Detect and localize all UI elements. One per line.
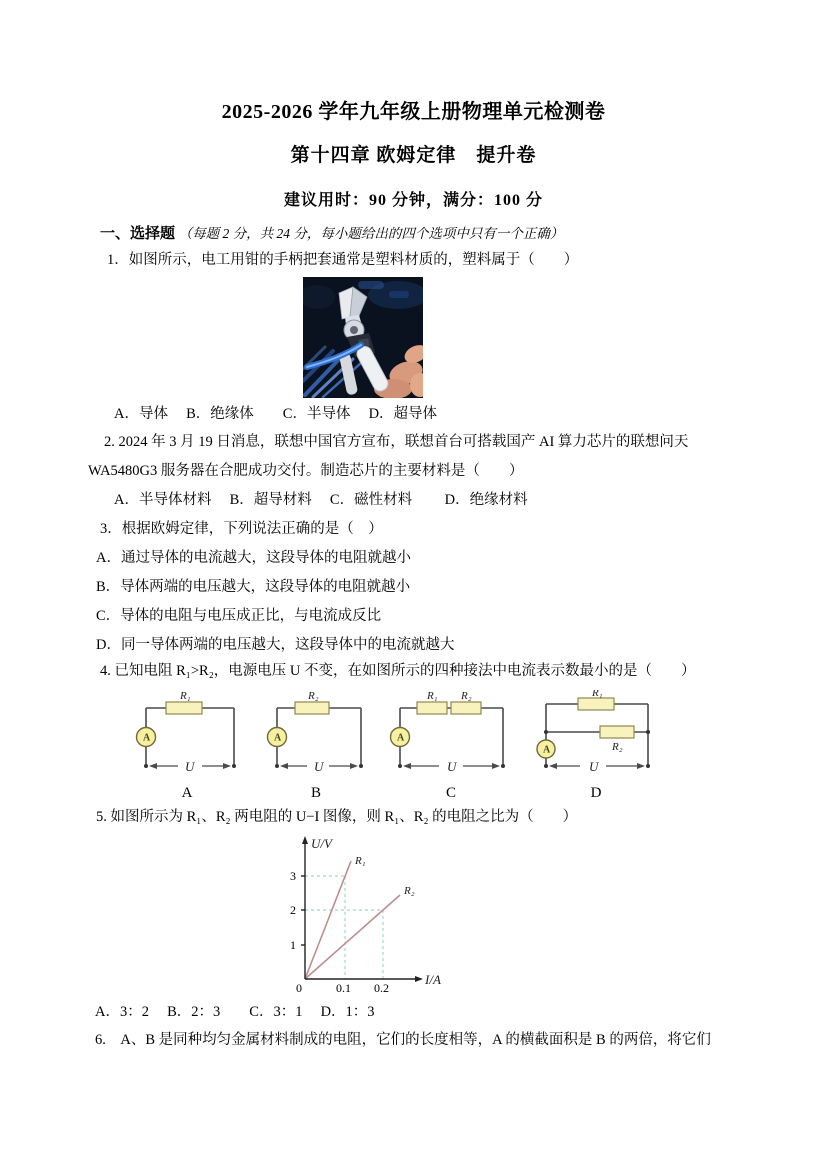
origin-label: 0 (296, 981, 302, 995)
question-3-option-d: D．同一导体两端的电压越大，这段导体中的电流就越大 (96, 637, 455, 653)
y-tick-3: 3 (290, 869, 296, 883)
circuit-option-d (530, 690, 662, 802)
series-2-label: R₂ (404, 885, 415, 897)
question-3-option-c: C．导体的电阻与电压成正比，与电流成反比 (96, 608, 382, 624)
y-axis-label: U/V (311, 836, 332, 851)
circuit-option-a (132, 690, 242, 802)
y-tick-2: 2 (290, 903, 296, 917)
circuit-c-diagram (387, 690, 515, 778)
circuit-b-diagram (263, 690, 369, 778)
graph-lines (305, 861, 400, 979)
x-tick-1: 0.1 (336, 981, 351, 995)
voltage-label: U (447, 759, 457, 774)
ammeter-icon: A (397, 732, 405, 744)
question-6-text: 6. A、B 是同种均匀金属材料制成的电阻，它们的长度相等，A 的横截面积是 B 的两倍，将它们 (95, 1032, 711, 1048)
question-3-text: 3．根据欧姆定律，下列说法正确的是（ ） (100, 521, 383, 537)
question-3-option-a: A．通过导体的电流越大，这段导体的电阻就越小 (96, 550, 411, 566)
question-1-text: 1．如图所示，电工用钳的手柄把套通常是塑料材质的，塑料属于（ ） (107, 252, 579, 268)
section-1-note: （每题 2 分，共 24 分，每小题给出的四个选项中只有一个正确） (178, 226, 564, 241)
graph-guides (305, 876, 383, 979)
resistor-label: R₂ (308, 690, 319, 702)
question-3-option-b: B．导体两端的电压越大，这段导体的电阻就越小 (96, 579, 411, 595)
x-tick-2: 0.2 (374, 981, 389, 995)
pliers-photo (303, 277, 423, 398)
resistor-label-1: R₁ (427, 690, 438, 702)
voltage-label: U (185, 759, 195, 774)
circuit-a-diagram (132, 690, 242, 778)
question-4-text: 4. 已知电阻 R₁>R₂，电源电压 U 不变，在如图所示的四种接法中电流表示数最小的是（ ） (100, 663, 696, 679)
resistor-label-2: R₂ (461, 690, 472, 702)
circuit-b-letter: B (310, 785, 321, 801)
y-tick-1: 1 (290, 938, 296, 952)
voltage-label: U (589, 759, 599, 774)
section-1-heading (100, 224, 563, 246)
circuit-option-b (263, 690, 369, 802)
question-1-options: A．导体 B．绝缘体 C．半导体 D．超导体 (114, 406, 438, 422)
exam-meta: 建议用时：90 分钟，满分：100 分 (283, 192, 543, 209)
resistor-label-1: R₁ (592, 690, 603, 699)
voltage-label: U (314, 759, 324, 774)
circuit-d-letter: D (590, 785, 602, 801)
circuit-option-c (387, 690, 515, 802)
ammeter-icon: A (543, 744, 551, 756)
question-2-line1: 2. 2024 年 3 月 19 日消息，联想中国官方宣布，联想首台可搭载国产 AI 算力芯片的联想问天 (104, 434, 689, 450)
question-2-line2: WA5480G3 服务器在合肥成功交付。制造芯片的主要材料是（ ） (88, 463, 524, 479)
ammeter-icon: A (274, 732, 282, 744)
ui-graph (278, 833, 446, 1001)
circuit-d-diagram (530, 690, 662, 778)
circuit-c-letter: C (445, 785, 456, 801)
resistor-label-2: R₂ (612, 741, 623, 753)
section-1-title: 一、选择题 (100, 226, 176, 242)
question-5-text: 5. 如图所示为 R₁、R₂ 两电阻的 U−I 图像，则 R₁、R₂ 的电阻之比为（ ） (96, 809, 578, 825)
chapter-subtitle: 第十四章 欧姆定律 提升卷 (290, 145, 537, 166)
ammeter-icon: A (143, 732, 151, 744)
resistor-label: R₁ (180, 690, 191, 702)
circuit-a-letter: A (181, 785, 193, 801)
question-5-options: A．3：2 B．2：3 C．3：1 D．1：3 (95, 1004, 375, 1020)
question-2-options: A．半导体材料 B．超导材料 C．磁性材料 D．绝缘材料 (114, 492, 528, 508)
series-1-label: R₁ (355, 855, 366, 867)
page-title: 2025-2026 学年九年级上册物理单元检测卷 (221, 101, 606, 123)
x-axis-label: I/A (425, 972, 441, 987)
